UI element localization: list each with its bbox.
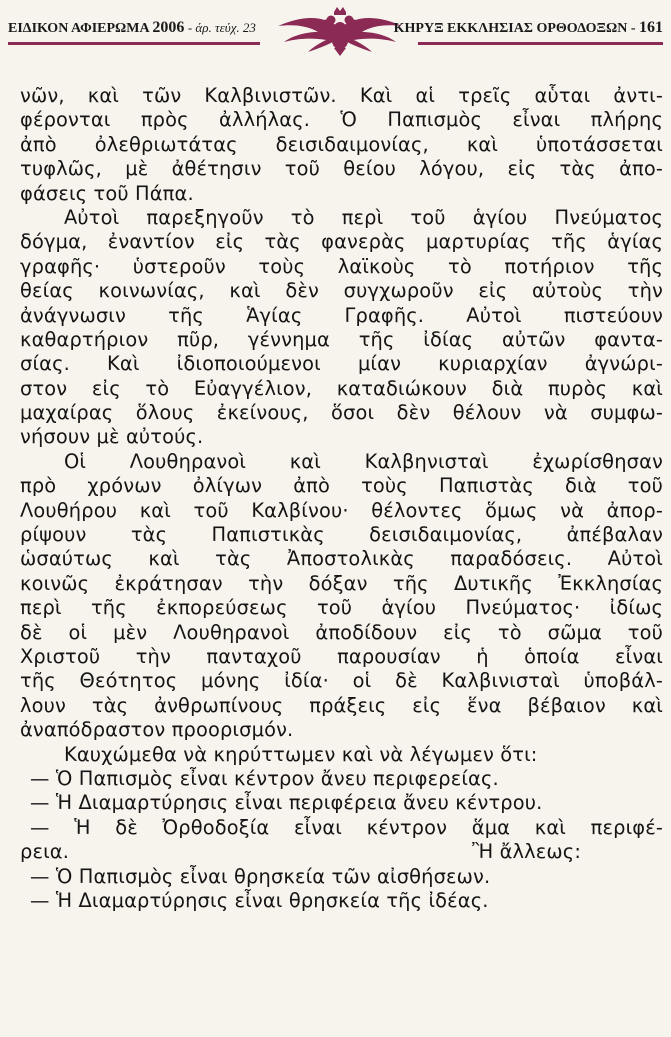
header-left — [8, 19, 256, 37]
text-line: — Ὁ Παπισμὸς εἶναι κέντρον ἄνευ περιφερείας. — [30, 766, 499, 790]
text-line: — Ἡ δὲ Ὀρθοδοξία εἶναι κέντρον ἅμα καὶ περιφέ- — [30, 815, 663, 839]
header-year: 2006 — [152, 19, 185, 36]
header-rule-left — [8, 42, 260, 45]
double-headed-eagle-icon — [270, 6, 410, 56]
page-number: 161 — [639, 19, 663, 36]
text-line: Καυχώμεθα νὰ κηρύττωμεν καὶ νὰ λέγωμεν ὅτι: — [64, 742, 538, 766]
text-line: ὡσαύτως καὶ τὰς Ἀποστολικὰς παραδόσεις. Αὐτοὶ — [20, 547, 663, 571]
text-line: λουν τὰς ἀνθρωπίνους πράξεις εἰς ἕνα βέβαιον καὶ — [20, 693, 663, 717]
text-line: γραφῆς· ὑστεροῦν τοὺς λαϊκοὺς τὸ ποτήριον τῆς — [20, 254, 663, 278]
text-line: καθαρτήριον πῦρ, γέννημα τῆς ἰδίας αὐτῶν φαντα- — [20, 327, 663, 351]
text-fragment: ρεια. — [20, 840, 70, 864]
text-line: θείας κοινωνίας, καὶ δὲν συγχωροῦν εἰς αὐτοὺς τὴν — [20, 279, 663, 303]
text-line-split — [20, 840, 663, 864]
text-line: δὲ οἱ μὲν Λουθηρανοὶ ἀποδίδουν εἰς τὸ σῶμα τοῦ — [20, 620, 663, 644]
text-line: — Ὁ Παπισμὸς εἶναι θρησκεία τῶν αἰσθήσεων. — [30, 864, 491, 888]
text-line: — Ἡ Διαμαρτύρησις εἶναι θρησκεία τῆς ἰδέας. — [30, 888, 489, 912]
text-fragment: Ἢ ἄλλεως: — [472, 840, 581, 864]
text-line: τῆς Θεότητος μόνης ἰδία· οἱ δὲ Καλβινισταὶ ὑποβάλ- — [20, 669, 663, 693]
text-line: Χριστοῦ τὴν πανταχοῦ παρουσίαν ἡ ὁποία εἶναι — [20, 644, 663, 668]
header-publication-section: ΕΙΔΙΚΟΝ ΑΦΙΕΡΩΜΑ — [8, 21, 149, 36]
text-line: ἀναπόδραστον προορισμόν. — [20, 718, 294, 742]
text-line: νήσουν μὲ αὐτούς. — [20, 425, 204, 449]
text-line: Αὐτοὶ παρεξηγοῦν τὸ περὶ τοῦ ἁγίου Πνεύματος — [64, 205, 663, 229]
text-line: Οἱ Λουθηρανοὶ καὶ Καλβηνισταὶ ἐχωρίσθησαν — [64, 449, 663, 473]
text-line: φέρονται πρὸς ἀλλήλας. Ὁ Παπισμὸς εἶναι πλήρης — [20, 108, 663, 132]
text-line: φάσεις τοῦ Πάπα. — [20, 181, 194, 205]
text-line: ἀπὸ ὀλεθριωτάτας δεισιδαιμονίας, καὶ ὑποτάσσεται — [20, 132, 663, 156]
text-line: κοινῶς ἐκράτησαν τὴν δόξαν τῆς Δυτικῆς Ἐκκλησίας — [20, 571, 663, 595]
text-line: σίας. Καὶ ἰδιοποιούμενοι μίαν κυριαρχίαν ἀγνώρι- — [20, 352, 663, 376]
header-right — [394, 19, 663, 37]
text-line: Λουθήρου καὶ τοῦ Καλβίνου· θέλοντες ὅμως νὰ ἀπορ- — [20, 498, 663, 522]
text-line: περὶ τῆς ἐκπορεύσεως τοῦ ἁγίου Πνεύματος· ἰδίως — [20, 596, 663, 620]
header-issue-ref: - άρ. τεύχ. 23 — [187, 20, 256, 35]
page-header — [0, 0, 671, 62]
text-line: νῶν, καὶ τῶν Καλβινιστῶν. Καὶ αἱ τρεῖς αὗται ἀντι- — [20, 84, 663, 107]
text-line: τυφλῶς, μὲ ἀθέτησιν τοῦ θείου λόγου, εἰς τὰς ἀπο- — [20, 157, 663, 181]
text-line: ρίψουν τὰς Παπιστικὰς δεισιδαιμονίας, ἀπέβαλαν — [20, 523, 663, 547]
article-body — [20, 84, 663, 913]
text-line: — Ἡ Διαμαρτύρησις εἶναι περιφέρεια ἄνευ κέντρου. — [30, 791, 543, 815]
text-line: μαχαίρας ὅλους ἐκείνους, ὅσοι δὲν θέλουν νὰ συμφω- — [20, 401, 663, 425]
text-line: στον εἰς τὸ Εὐαγγέλιον, καταδιώκουν διὰ πυρὸς καὶ — [20, 376, 663, 400]
header-rule-right — [418, 42, 663, 45]
text-line: ἀνάγνωσιν τῆς Ἁγίας Γραφῆς. Αὐτοὶ πιστεύουν — [20, 303, 663, 327]
text-line: δόγμα, ἐναντίον εἰς τὰς φανερὰς μαρτυρίας τῆς ἁγίας — [20, 230, 663, 254]
text-line: πρὸ χρόνων ὀλίγων ἀπὸ τοὺς Παπιστὰς διὰ τοῦ — [20, 474, 663, 498]
header-journal-title: ΚΗΡΥΞ ΕΚΚΛΗΣΙΑΣ ΟΡΘΟΔΟΞΩΝ - — [393, 21, 636, 36]
